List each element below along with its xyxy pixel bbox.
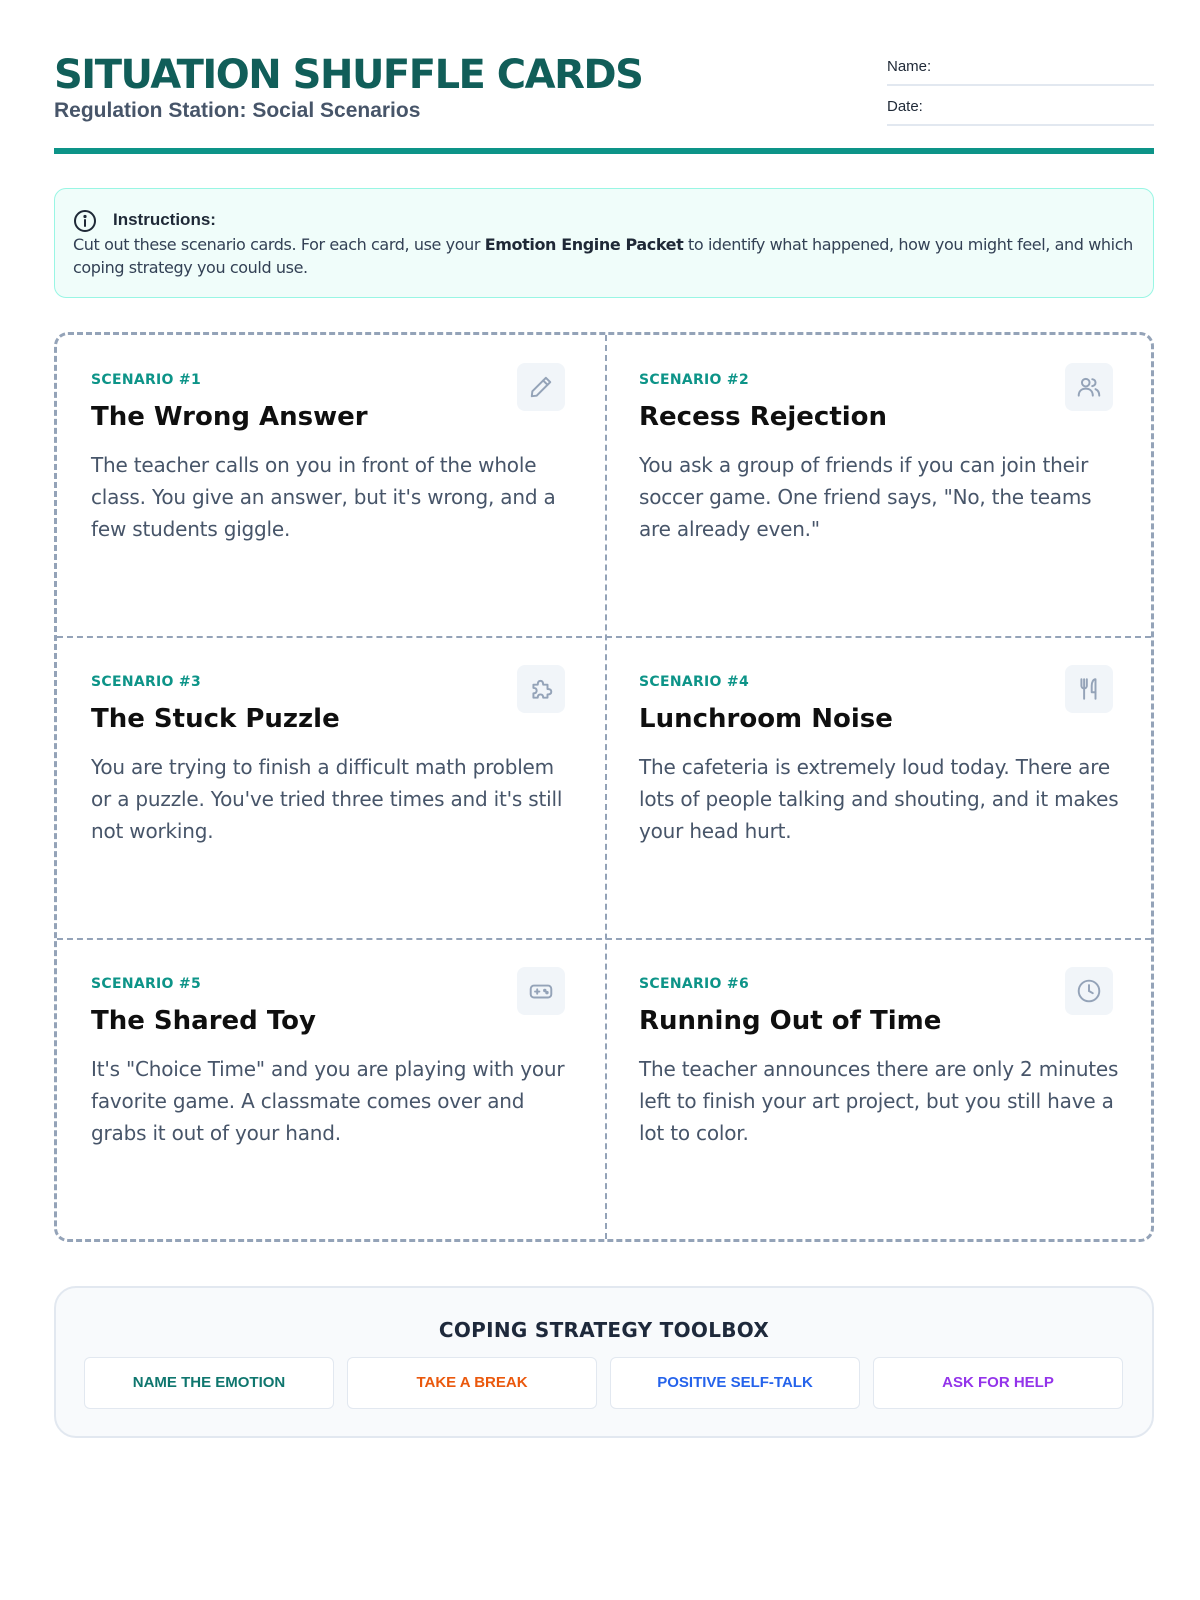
scenario-card-3	[57, 637, 603, 937]
scenario-number: SCENARIO #4	[639, 674, 750, 690]
scenario-number: SCENARIO #5	[91, 976, 202, 992]
scenario-text: The cafeteria is extremely loud today. There are lots of people talking and shouting, and it makes your head hurt.	[639, 755, 1119, 843]
instructions-label: Instructions:	[113, 210, 216, 229]
users-icon	[1065, 363, 1113, 411]
instructions-text-start: Cut out these scenario cards. For each card, use your	[73, 235, 485, 254]
instructions-text-end: to identify what happened, how you might feel, and which coping strategy you could use.	[73, 235, 1133, 277]
strategy-chip-ask-for-help: ASK FOR HELP	[873, 1357, 1123, 1409]
page-title: SITUATION SHUFFLE CARDS	[54, 52, 643, 98]
name-field[interactable]	[887, 50, 1154, 86]
scenario-text: You are trying to finish a difficult math problem or a puzzle. You've tried three times and it's still not working.	[91, 755, 563, 843]
scenario-title: Recess Rejection	[639, 402, 888, 432]
info-icon	[73, 209, 97, 233]
header-divider	[54, 148, 1154, 154]
scenario-title: The Wrong Answer	[91, 402, 368, 432]
scenario-title: The Stuck Puzzle	[91, 704, 340, 734]
date-field[interactable]	[887, 90, 1154, 126]
scenario-card-5	[57, 939, 603, 1239]
instructions-box	[54, 188, 1154, 298]
strategy-chip-take-a-break: TAKE A BREAK	[347, 1357, 597, 1409]
scenario-title: The Shared Toy	[91, 1006, 316, 1036]
toolbox-title: COPING STRATEGY TOOLBOX	[438, 1318, 770, 1342]
gamepad-icon	[517, 967, 565, 1015]
puzzle-icon	[517, 665, 565, 713]
scenario-title: Lunchroom Noise	[639, 704, 893, 734]
scenario-text: The teacher announces there are only 2 minutes left to finish your art project, but you still have a lot to color.	[639, 1057, 1119, 1145]
name-label: Name:	[887, 58, 932, 75]
scenario-number: SCENARIO #1	[91, 372, 202, 388]
scenario-card-4	[605, 637, 1151, 937]
clock-icon	[1065, 967, 1113, 1015]
scenario-card-6	[605, 939, 1151, 1239]
strategy-chip-positive-self-talk: POSITIVE SELF-TALK	[610, 1357, 860, 1409]
header	[54, 48, 1154, 156]
worksheet-page	[54, 0, 1154, 1600]
scenario-card-2	[605, 335, 1151, 635]
instructions-text	[73, 233, 1143, 279]
emotion-engine-packet-reference: Emotion Engine Packet	[484, 235, 684, 254]
scenario-number: SCENARIO #6	[639, 976, 750, 992]
scenario-text: It's "Choice Time" and you are playing with your favorite game. A classmate comes over and grabs it out of your hand.	[91, 1057, 565, 1145]
pencil-icon	[517, 363, 565, 411]
coping-strategy-toolbox	[54, 1286, 1154, 1438]
scenario-title: Running Out of Time	[639, 1006, 942, 1036]
scenario-number: SCENARIO #2	[639, 372, 750, 388]
page-subtitle: Regulation Station: Social Scenarios	[54, 99, 421, 122]
utensils-icon	[1065, 665, 1113, 713]
scenario-text: The teacher calls on you in front of the whole class. You give an answer, but it's wrong, and a few students giggle.	[91, 453, 556, 541]
scenario-text: You ask a group of friends if you can join their soccer game. One friend says, "No, the teams are already even."	[639, 453, 1092, 541]
scenario-card-1	[57, 335, 603, 635]
scenario-card-grid	[54, 332, 1154, 1242]
strategy-chip-name-the-emotion: NAME THE EMOTION	[84, 1357, 334, 1409]
scenario-number: SCENARIO #3	[91, 674, 202, 690]
date-label: Date:	[887, 98, 923, 115]
